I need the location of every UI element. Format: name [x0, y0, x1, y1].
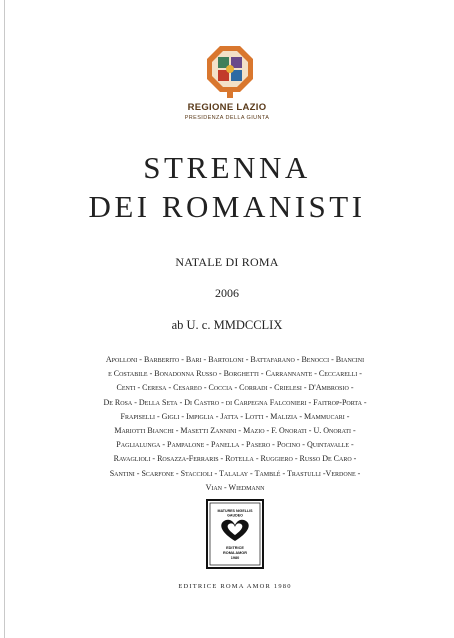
authors-line: De Rosa - Della Seta - Di Castro - di Carpegna Falconieri - Faitrop-Porta -: [103, 397, 367, 407]
year: 2006: [215, 286, 239, 300]
title-line-2: DEI ROMANISTI: [88, 189, 366, 224]
authors-line: Frapiselli - Gigli - Impiglia - Jatta - Lotti - Malizia - Mammucari -: [120, 411, 350, 421]
authors-line: Vian - Wiedmann: [205, 482, 265, 492]
authors-line: Santini - Scarfone - Staccioli - Talalay - Tamblé - Trastulli -Verdone -: [109, 468, 361, 478]
authors-line: Ravaglioli - Rosazza-Ferraris - Rotella - Ruggiero - Russo De Caro -: [113, 454, 357, 464]
subtitle: NATALE DI ROMA: [175, 255, 279, 269]
authors-line: Apolloni - Barberito - Bari - Bartoloni - Battafarano - Benocci - Biancini: [105, 355, 365, 364]
svg-text:GAUDEO: GAUDEO: [227, 513, 243, 518]
authors-line: Centi - Ceresa - Cesareo - Coccia - Corradi - Crielesi - D'Ambrosio -: [116, 383, 354, 393]
roma-amor-publisher-logo-icon: [206, 499, 264, 569]
publisher-name: EDITRICE ROMA AMOR 1980: [178, 583, 292, 590]
authors-line: Mariotti Bianchi - Masetti Zannini - Mazio - F. Onorati - U. Onorati -: [114, 426, 356, 436]
publisher-logo-line-2: ROMA AMOR: [223, 551, 247, 555]
authors-line: Paglialunga - Pampalone - Panella - Pasero - Pocino - Quintavalle -: [116, 440, 354, 450]
publisher-logo-line-3: 1980: [230, 556, 240, 560]
svg-text:MATURES NIGELLIS: MATURES NIGELLIS: [217, 509, 253, 513]
region-subtitle: PRESIDENZA DELLA GIUNTA: [184, 115, 270, 121]
title-line-1: STRENNA: [143, 150, 311, 185]
region-name: REGIONE LAZIO: [187, 102, 267, 113]
authors-list: [70, 353, 400, 495]
authors-line: e Costabile - Bonadonna Russo - Borghetti - Carrannante - Ceccarelli -: [108, 369, 362, 379]
publisher-logo-line-1: EDITRICE: [226, 546, 244, 550]
regione-lazio-emblem-icon: [205, 44, 255, 100]
roman-date: ab U. c. MMDCCLIX: [171, 318, 283, 332]
